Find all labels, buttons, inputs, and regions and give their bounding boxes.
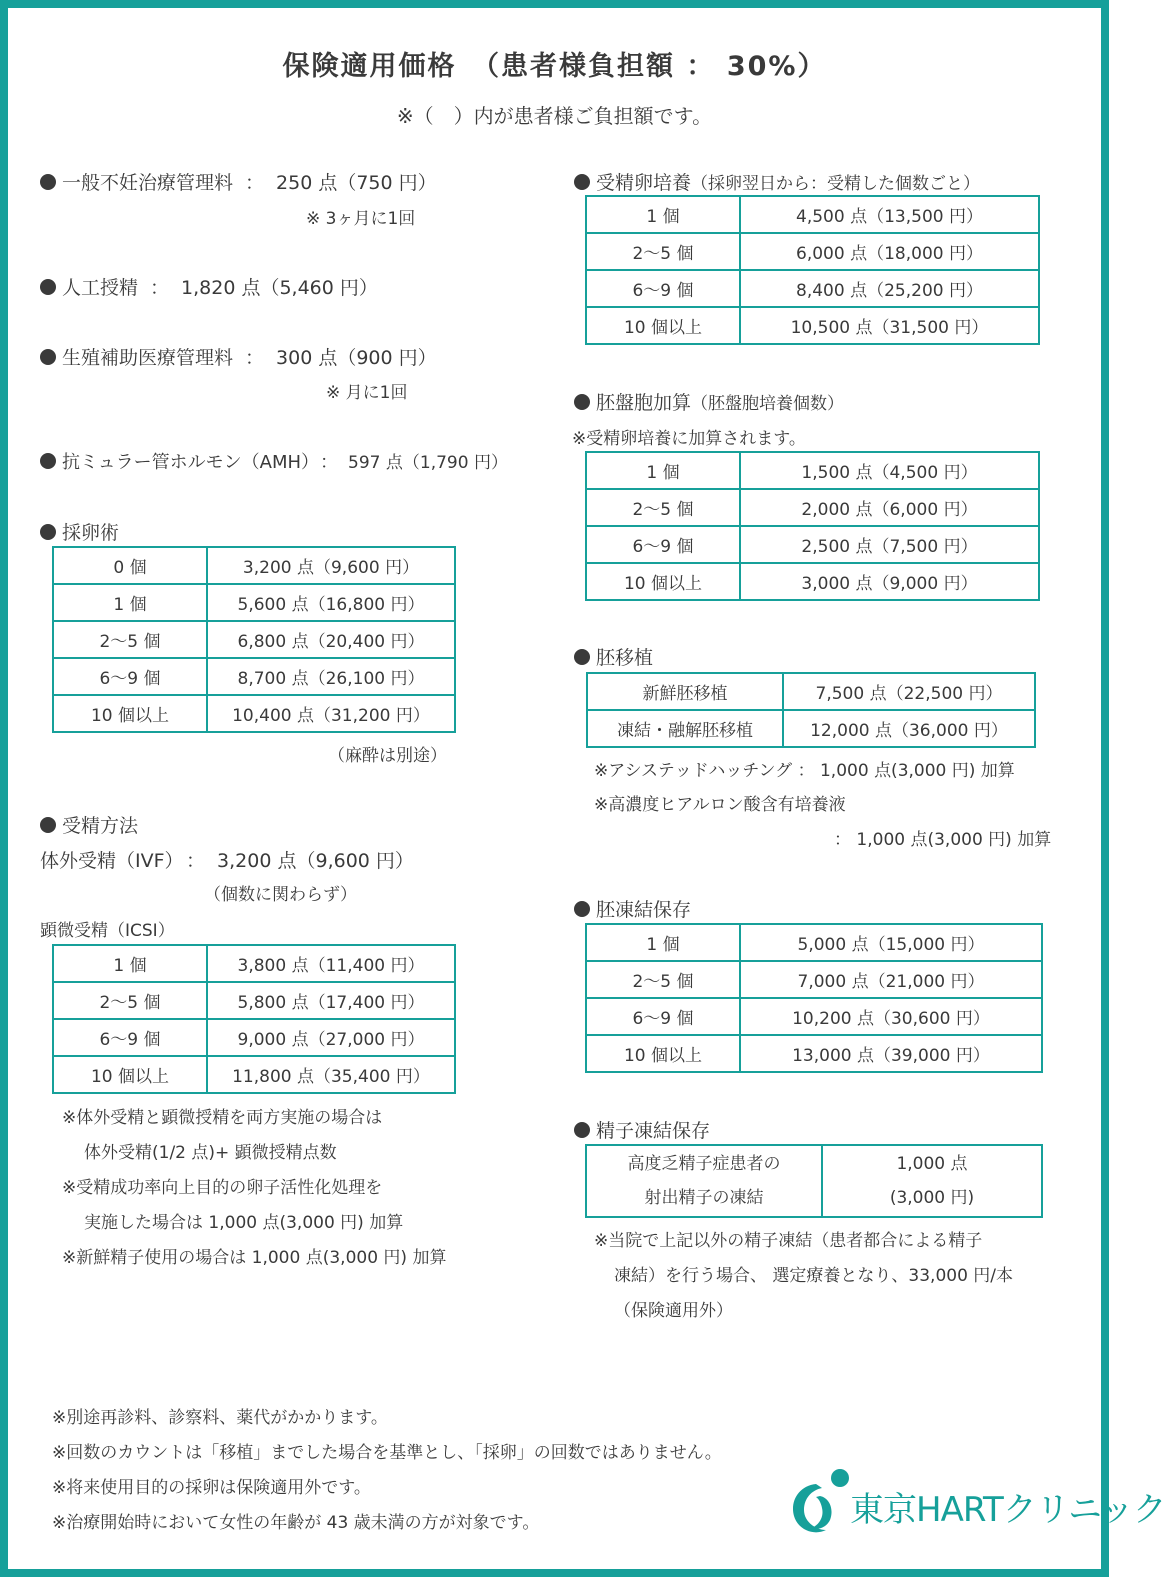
logo-mark-icon — [786, 1468, 848, 1538]
insemination-line — [40, 273, 378, 300]
price-cell: 6,800 点（20,400 円） — [207, 621, 455, 658]
count-cell: 1 個 — [53, 584, 207, 621]
bullet-icon — [40, 174, 56, 190]
price-cell: 9,000 点（27,000 円） — [207, 1019, 455, 1056]
blastocyst-heading-text: 胚盤胞加算 — [596, 392, 692, 414]
culture-heading — [574, 168, 980, 195]
price-cell: 8,400 点（25,200 円） — [740, 270, 1039, 307]
count-cell: 2〜5 個 — [53, 621, 207, 658]
logo-text: 東京HARTクリニック — [850, 1490, 1166, 1530]
amh-line — [40, 448, 508, 474]
bullet-icon — [40, 279, 56, 295]
embryo-freeze-heading — [574, 895, 691, 922]
anesthesia-note: （麻酔は別途） — [328, 746, 447, 766]
price-cell: 5,800 点（17,400 円） — [207, 982, 455, 1019]
price-cell: 10,500 点（31,500 円） — [740, 307, 1039, 344]
table-row — [586, 233, 1039, 270]
price-cell: 6,000 点（18,000 円） — [740, 233, 1039, 270]
insemination-label: 人工授精 — [62, 277, 139, 299]
table-row — [586, 563, 1039, 600]
price-cell: 10,200 点（30,600 円） — [740, 998, 1042, 1035]
fert-note: 実施した場合は 1,000 点(3,000 円) 加算 — [84, 1213, 404, 1233]
ivf-note: （個数に関わらず） — [204, 885, 357, 905]
bullet-icon — [574, 649, 590, 665]
table-row — [587, 710, 1035, 747]
price-cell: 3,200 点（9,600 円） — [207, 547, 455, 584]
embryo-freeze-heading-text: 胚凍結保存 — [596, 899, 692, 921]
page-subtitle: ※（ ）内が患者様ご負担額です。 — [396, 104, 713, 128]
count-cell: 2〜5 個 — [586, 233, 740, 270]
type-cell: 新鮮胚移植 — [587, 673, 783, 710]
table-row — [53, 621, 455, 658]
general-fee-line — [40, 168, 437, 195]
transfer-note: ： 1,000 点(3,000 円) 加算 — [834, 830, 1052, 850]
table-row — [586, 307, 1039, 344]
condition-cell — [586, 1145, 822, 1217]
amh-value: 597 点（1,790 円） — [348, 453, 508, 473]
table-row — [53, 1056, 455, 1093]
blastocyst-note: ※受精卵培養に加算されます。 — [572, 429, 806, 449]
footer-note: ※回数のカウントは「移植」までした場合を基準とし、「採卵」の回数ではありません。 — [52, 1443, 722, 1463]
ivf-value: 3,200 点（9,600 円） — [217, 850, 414, 872]
bullet-icon — [40, 817, 56, 833]
repro-fee-label: 生殖補助医療管理料 — [62, 347, 234, 369]
table-row — [586, 1035, 1042, 1072]
bullet-icon — [40, 524, 56, 540]
count-cell: 10 個以上 — [586, 307, 740, 344]
count-cell: 1 個 — [53, 945, 207, 982]
table-row — [586, 452, 1039, 489]
ivf-sep: ： — [186, 850, 206, 872]
insemination-sep: ： — [150, 277, 170, 299]
sperm-freeze-heading-text: 精子凍結保存 — [596, 1120, 711, 1142]
egg-retrieval-heading-text: 採卵術 — [62, 522, 120, 544]
footer-note: ※治療開始時において女性の年齢が 43 歳未満の方が対象です。 — [52, 1513, 540, 1533]
table-row — [53, 584, 455, 621]
count-cell: 6〜9 個 — [586, 526, 740, 563]
table-row — [586, 924, 1042, 961]
price-cell: 7,500 点（22,500 円） — [783, 673, 1035, 710]
price-cell: 2,000 点（6,000 円） — [740, 489, 1039, 526]
count-cell: 1 個 — [586, 196, 740, 233]
table-row — [586, 998, 1042, 1035]
fertilization-heading — [40, 811, 138, 838]
transfer-table — [586, 672, 1036, 748]
clinic-logo — [786, 1468, 1166, 1538]
price-cell: 3,000 点（9,000 円） — [740, 563, 1039, 600]
count-cell: 10 個以上 — [586, 1035, 740, 1072]
bullet-icon — [574, 901, 590, 917]
price-cell: 12,000 点（36,000 円） — [783, 710, 1035, 747]
transfer-heading — [574, 643, 653, 670]
bullet-icon — [40, 453, 56, 469]
culture-heading-text: 受精卵培養 — [596, 172, 692, 194]
table-row — [53, 1019, 455, 1056]
count-cell: 10 個以上 — [53, 695, 207, 732]
repro-fee-sep: ： — [245, 347, 265, 369]
price-cell: 5,000 点（15,000 円） — [740, 924, 1042, 961]
count-cell: 2〜5 個 — [586, 961, 740, 998]
general-fee-label: 一般不妊治療管理料 — [62, 172, 234, 194]
price-cell: 3,800 点（11,400 円） — [207, 945, 455, 982]
amh-sep: ： — [320, 452, 339, 473]
price-line: 1,000 点 — [896, 1154, 968, 1174]
bullet-icon — [574, 394, 590, 410]
footer-note: ※将来使用目的の採卵は保険適用外です。 — [52, 1478, 371, 1498]
table-row — [53, 695, 455, 732]
embryo-freeze-table — [585, 923, 1043, 1073]
transfer-note: ※高濃度ヒアルロン酸含有培養液 — [594, 795, 846, 815]
price-cell: 2,500 点（7,500 円） — [740, 526, 1039, 563]
sperm-note: 凍結）を行う場合、 選定療養となり、33,000 円/本 — [614, 1266, 1014, 1286]
table-row — [586, 1145, 1042, 1217]
transfer-heading-text: 胚移植 — [596, 647, 654, 669]
bullet-icon — [574, 174, 590, 190]
repro-fee-note: ※ 月に1回 — [326, 383, 408, 403]
table-row — [53, 658, 455, 695]
page-title: 保険適用価格 （患者様負担額 ： 30%） — [282, 51, 827, 82]
count-cell: 0 個 — [53, 547, 207, 584]
fert-note: ※体外受精と顕微授精を両方実施の場合は — [62, 1108, 383, 1128]
fertilization-heading-text: 受精方法 — [62, 815, 139, 837]
icsi-label: 顕微受精（ICSI） — [40, 921, 175, 941]
table-row — [586, 270, 1039, 307]
general-fee-value: 250 点（750 円） — [276, 172, 437, 194]
egg-retrieval-table — [52, 546, 456, 733]
price-cell: 4,500 点（13,500 円） — [740, 196, 1039, 233]
transfer-note: ※アシステッドハッチング ： 1,000 点(3,000 円) 加算 — [594, 761, 1015, 781]
footer-note: ※別途再診料、診察料、薬代がかかります。 — [52, 1408, 388, 1428]
count-cell: 2〜5 個 — [53, 982, 207, 1019]
general-fee-note: ※ 3ヶ月に1回 — [306, 209, 416, 229]
count-cell: 1 個 — [586, 924, 740, 961]
price-cell: 7,000 点（21,000 円） — [740, 961, 1042, 998]
table-row — [586, 526, 1039, 563]
count-cell: 6〜9 個 — [586, 270, 740, 307]
count-cell: 1 個 — [586, 452, 740, 489]
culture-table — [585, 195, 1040, 345]
fert-note: ※受精成功率向上目的の卵子活性化処理を — [62, 1178, 383, 1198]
ivf-label: 体外受精（IVF） — [40, 850, 175, 872]
culture-heading-sub: （採卵翌日から：受精した個数ごと） — [691, 174, 981, 194]
ivf-line — [40, 846, 414, 873]
icsi-table — [52, 944, 456, 1094]
insemination-value: 1,820 点（5,460 円） — [181, 277, 378, 299]
price-cell — [822, 1145, 1042, 1217]
sperm-note: ※当院で上記以外の精子凍結（患者都合による精子 — [594, 1231, 983, 1251]
table-row — [587, 673, 1035, 710]
blastocyst-table — [585, 451, 1040, 601]
condition-line: 射出精子の凍結 — [644, 1188, 764, 1208]
price-cell: 5,600 点（16,800 円） — [207, 584, 455, 621]
sperm-note: （保険適用外） — [614, 1301, 733, 1321]
count-cell: 6〜9 個 — [586, 998, 740, 1035]
price-cell: 1,500 点（4,500 円） — [740, 452, 1039, 489]
fert-note: 体外受精(1/2 点)+ 顕微授精点数 — [84, 1143, 337, 1163]
type-cell: 凍結・融解胚移植 — [587, 710, 783, 747]
count-cell: 6〜9 個 — [53, 1019, 207, 1056]
blastocyst-heading-sub: （胚盤胞培養個数） — [691, 394, 845, 414]
condition-line: 高度乏精子症患者の — [627, 1154, 781, 1174]
table-row — [53, 547, 455, 584]
table-row — [586, 196, 1039, 233]
table-row — [586, 489, 1039, 526]
bullet-icon — [40, 349, 56, 365]
bullet-icon — [574, 1122, 590, 1138]
count-cell: 6〜9 個 — [53, 658, 207, 695]
price-line: (3,000 円) — [889, 1188, 975, 1208]
count-cell: 10 個以上 — [586, 563, 740, 600]
price-cell: 11,800 点（35,400 円） — [207, 1056, 455, 1093]
sperm-freeze-table — [585, 1144, 1043, 1218]
price-cell: 10,400 点（31,200 円） — [207, 695, 455, 732]
amh-label: 抗ミュラー管ホルモン（AMH） — [62, 452, 311, 473]
table-row — [53, 982, 455, 1019]
table-row — [53, 945, 455, 982]
egg-retrieval-heading — [40, 518, 119, 545]
repro-fee-line — [40, 343, 437, 370]
price-cell: 13,000 点（39,000 円） — [740, 1035, 1042, 1072]
fert-note: ※新鮮精子使用の場合は 1,000 点(3,000 円) 加算 — [62, 1248, 447, 1268]
table-row — [586, 961, 1042, 998]
blastocyst-heading — [574, 388, 844, 415]
sperm-freeze-heading — [574, 1116, 710, 1143]
count-cell: 2〜5 個 — [586, 489, 740, 526]
count-cell: 10 個以上 — [53, 1056, 207, 1093]
general-fee-sep: ： — [245, 172, 265, 194]
repro-fee-value: 300 点（900 円） — [276, 347, 437, 369]
price-cell: 8,700 点（26,100 円） — [207, 658, 455, 695]
